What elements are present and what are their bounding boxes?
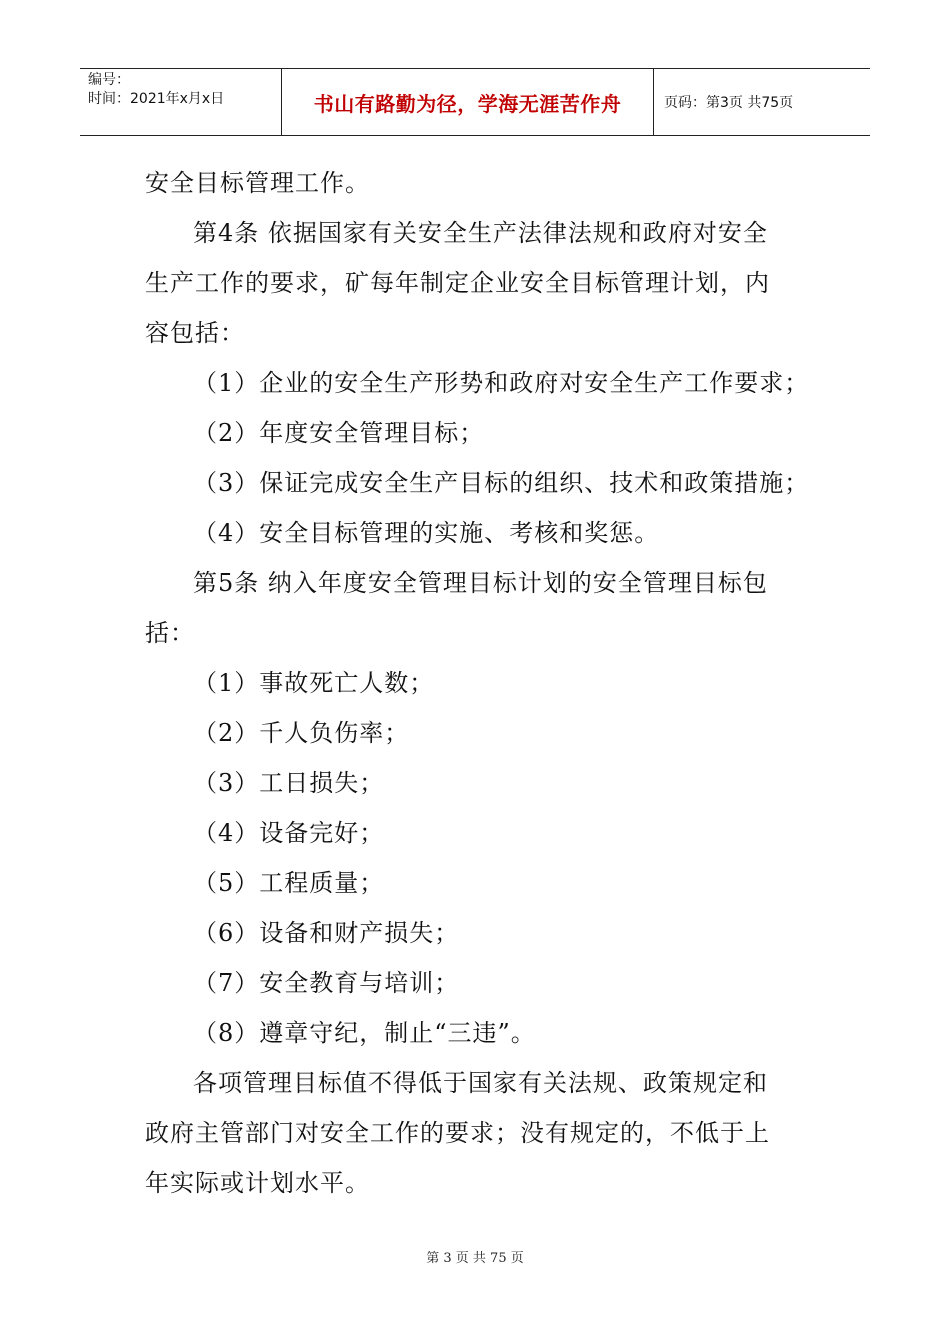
body-line: 各项管理目标值不得低于国家有关法规、政策规定和 [193, 1069, 768, 1097]
header-page-cell [654, 69, 870, 135]
body-line: 年实际或计划水平。 [145, 1169, 370, 1197]
body-line: （1）事故死亡人数； [193, 669, 435, 697]
time-label: 时间：2021年x月x日 [88, 91, 225, 107]
body-line: 第4条 依据国家有关安全生产法律法规和政府对安全 [193, 219, 768, 247]
code-label: 编号： [88, 72, 130, 88]
body-line: （7）安全教育与培训； [193, 969, 460, 997]
page-info: 页码：第3页 共75页 [664, 95, 794, 111]
body-line: （1）企业的安全生产形势和政府对安全生产工作要求； [193, 369, 810, 397]
body-line: （3）工日损失； [193, 769, 385, 797]
body-line: 政府主管部门对安全工作的要求；没有规定的，不低于上 [145, 1119, 770, 1147]
body-line: 生产工作的要求，矿每年制定企业安全目标管理计划，内 [145, 269, 770, 297]
body-line: （4）安全目标管理的实施、考核和奖惩。 [193, 519, 660, 547]
body-line: （3）保证完成安全生产目标的组织、技术和政策措施； [193, 469, 810, 497]
document-body [145, 158, 815, 1208]
body-line: （4）设备完好； [193, 819, 385, 847]
body-line: 安全目标管理工作。 [145, 169, 370, 197]
body-line: （8）遵章守纪，制止“三违”。 [193, 1019, 536, 1047]
body-line: （6）设备和财产损失； [193, 919, 460, 947]
body-line: 括： [145, 619, 195, 647]
header-table [80, 68, 870, 136]
page-footer: 第 3 页 共 75 页 [426, 1251, 524, 1266]
body-line: （2）年度安全管理目标； [193, 419, 485, 447]
header-motto-cell [282, 69, 654, 135]
body-line: 容包括： [145, 319, 245, 347]
body-line: （5）工程质量； [193, 869, 385, 897]
body-line: 第5条 纳入年度安全管理目标计划的安全管理目标包 [193, 569, 768, 597]
header-meta-cell [80, 69, 282, 135]
body-line: （2）千人负伤率； [193, 719, 410, 747]
motto-text: 书山有路勤为径，学海无涯苦作舟 [313, 91, 622, 116]
